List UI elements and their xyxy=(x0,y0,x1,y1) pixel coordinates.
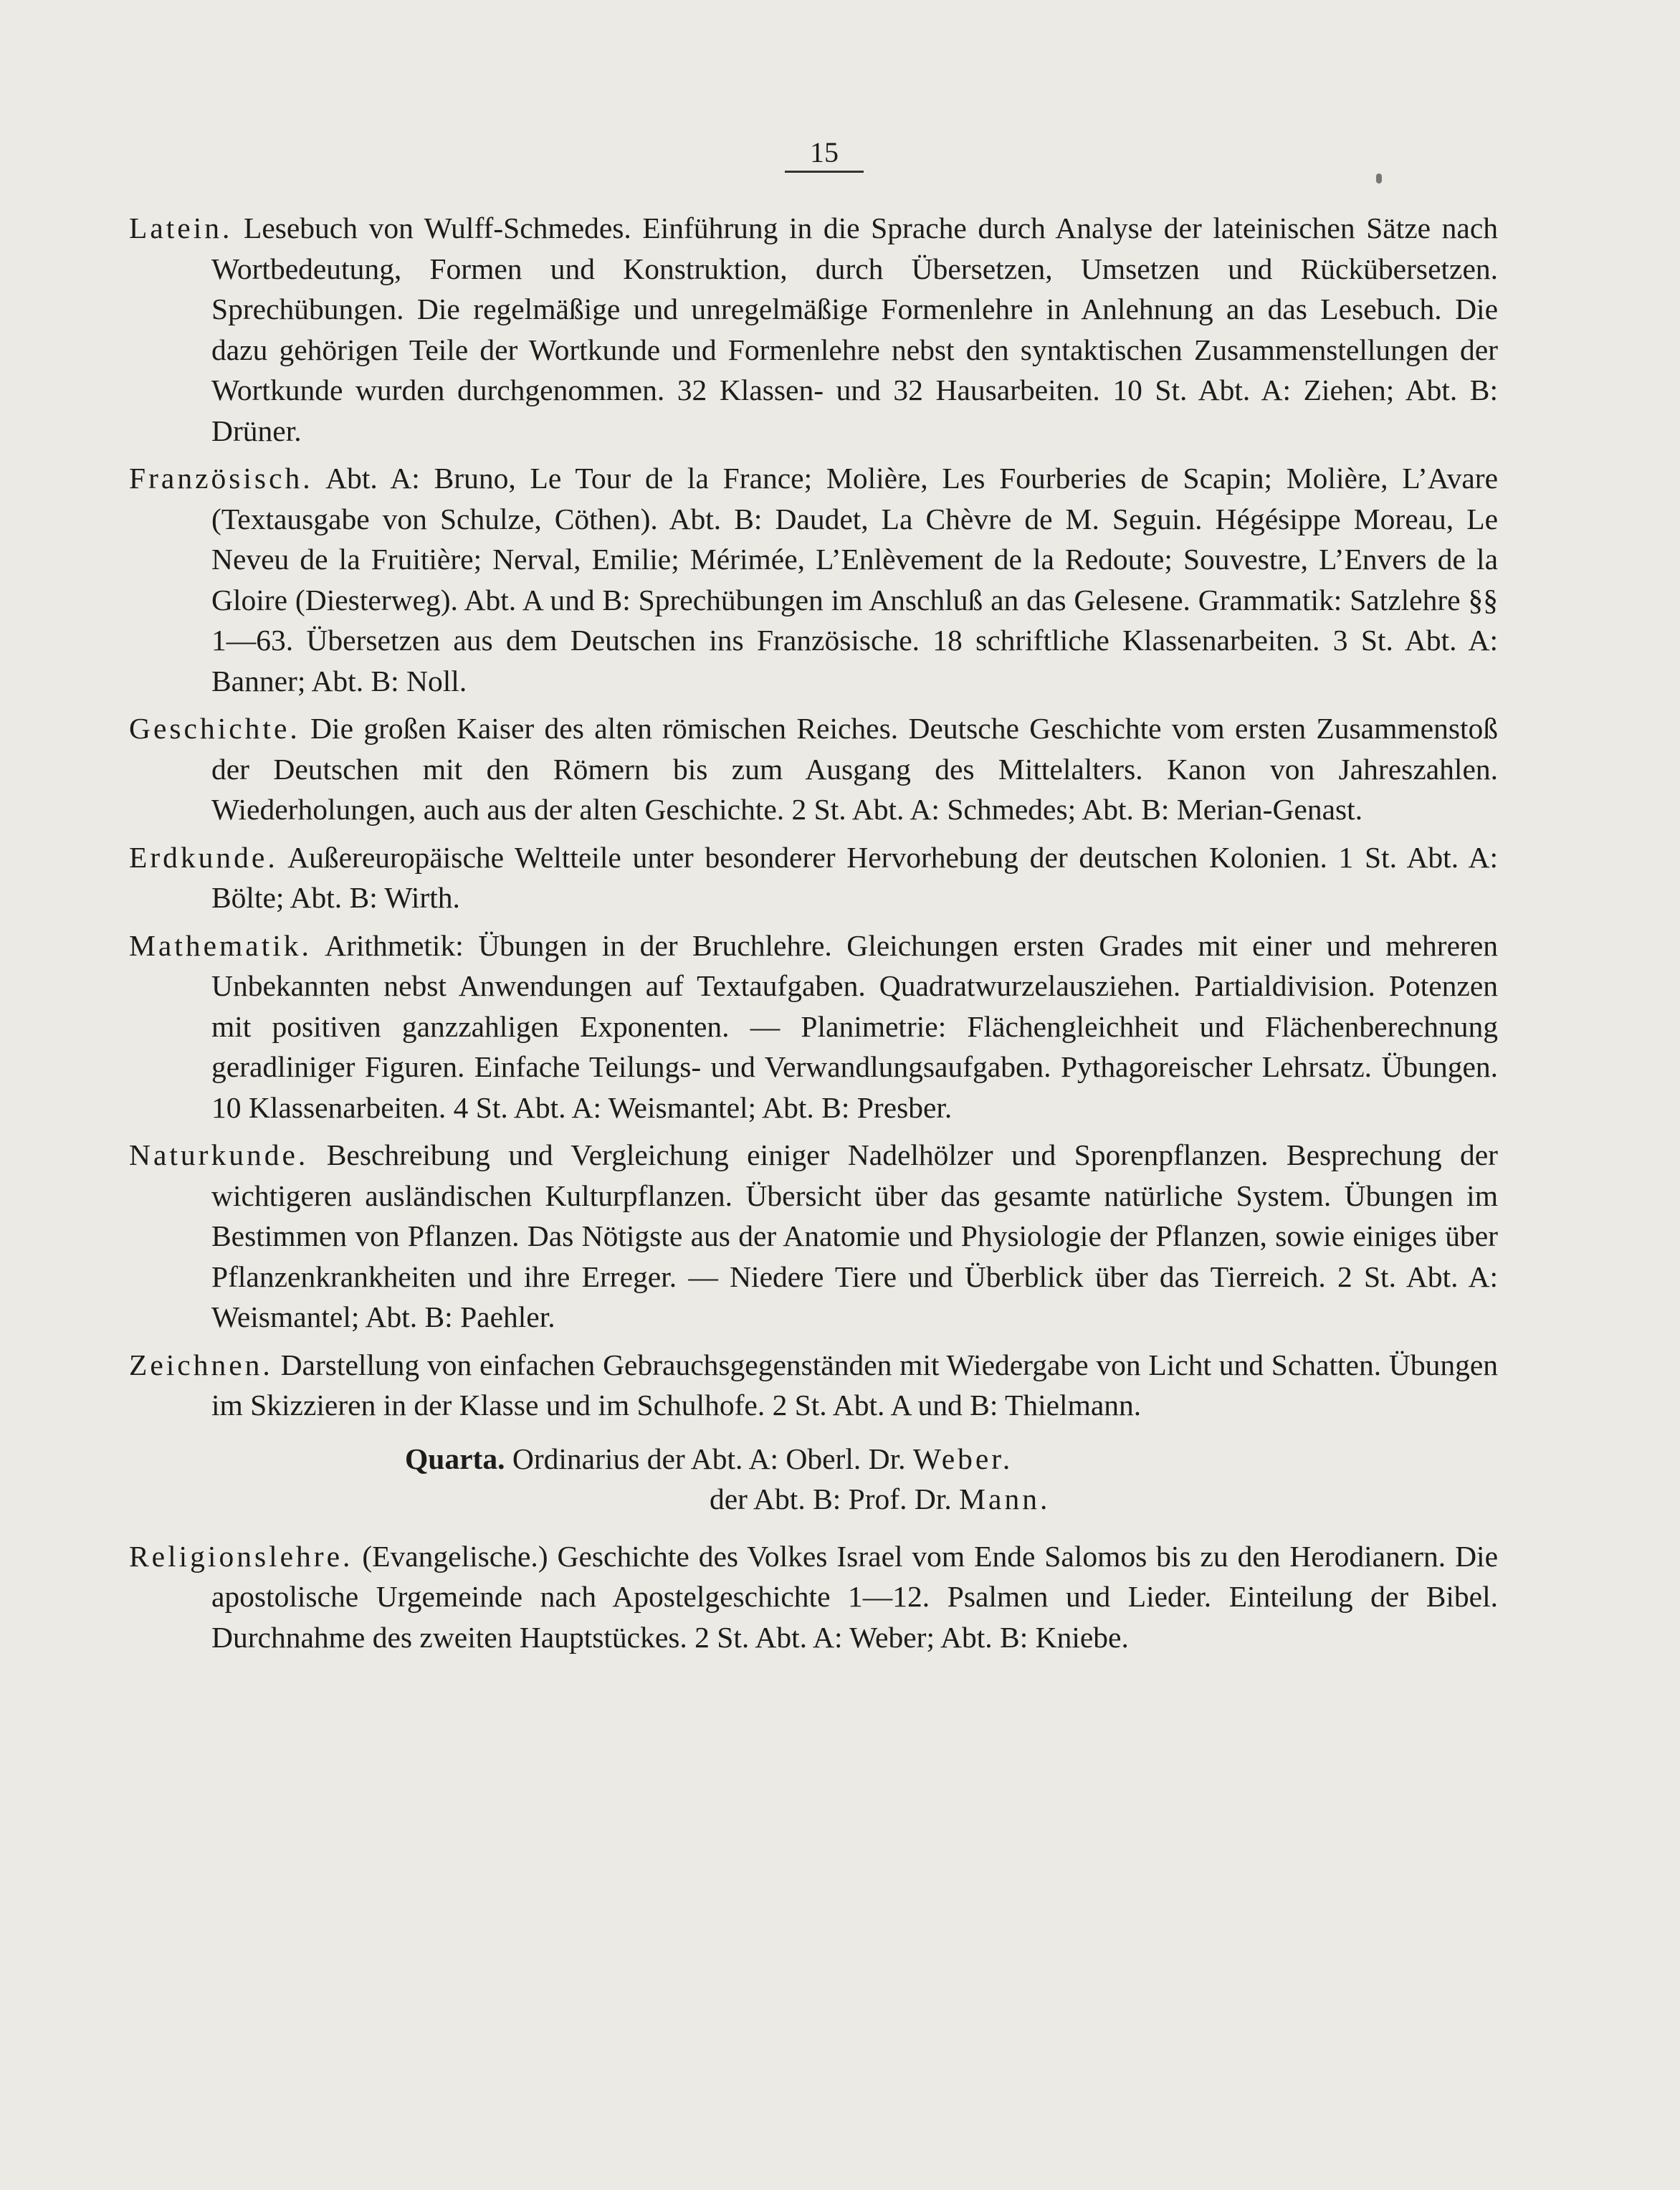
section-religionslehre xyxy=(129,1536,1498,1658)
quarta-line1-name: Weber. xyxy=(912,1442,1013,1475)
section-erdkunde xyxy=(129,837,1498,918)
section-text: Darstellung von einfachen Gebrauchsgegenständen mit Wiedergabe von Licht und Schatten. Übungen im Skizzieren in der Klasse und im Schulhofe. 2 St. Abt. A und B: Thielmann. xyxy=(211,1348,1499,1422)
section-text: Abt. A: Bruno, Le Tour de la France; Molière, Les Fourberies de Scapin; Molière, L’Avare (Textausgabe von Schulze, Cöthen). Abt. B: Daudet, La Chèvre de M. Seguin. Hégésippe Moreau, Le Neveu de la Fruitière; Nerval, Emilie; Mérimée, L’Enlèvement de la Redoute; Souvestre, L’Envers de la Gloire (Diesterweg). Abt. A und B: Sprechübungen im Anschluß an das Gelesene. Grammatik: Satzlehre §§ 1—63. Übersetzen aus dem Deutschen ins Französische. 18 schriftliche Klassenarbeiten. 3 St. Abt. A: Banner; Abt. B: Noll. xyxy=(211,462,1498,698)
page-body xyxy=(129,208,1498,1665)
subject-label: Erdkunde. xyxy=(129,840,278,874)
section-text: Arithmetik: Übungen in der Bruchlehre. Gleichungen ersten Grades mit einer und mehreren Unbekannten nebst Anwendungen auf Textaufgaben. Quadratwurzelausziehen. Partialdivision. Potenzen mit positiven ganzzahligen Exponenten. — Planimetrie: Flächengleichheit und Flächenberechnung geradliniger Figuren. Einfache Teilungs- und Verwandlungsaufgaben. Pythagoreischer Lehrsatz. Übungen. 10 Klassenarbeiten. 4 St. Abt. A: Weismantel; Abt. B: Presber. xyxy=(211,928,1498,1124)
section-text: Außereuropäische Weltteile unter besonderer Hervorhebung der deutschen Kolonien. 1 St. Abt. A: Bölte; Abt. B: Wirth. xyxy=(211,840,1498,914)
quarta-title: Quarta. xyxy=(405,1442,505,1475)
section-mathematik xyxy=(129,925,1498,1128)
section-franzoesisch xyxy=(129,458,1498,701)
quarta-heading-line1 xyxy=(405,1439,1013,1479)
subject-label: Naturkunde. xyxy=(129,1138,309,1171)
section-naturkunde xyxy=(129,1135,1498,1338)
quarta-line2-name: Mann. xyxy=(959,1482,1051,1515)
quarta-line2-prefix: der Abt. B: Prof. Dr. xyxy=(710,1482,952,1515)
quarta-line1-prefix: Ordinarius der Abt. A: Oberl. Dr. xyxy=(512,1442,906,1475)
section-text: Die großen Kaiser des alten römischen Reiches. Deutsche Geschichte vom ersten Zusammenstoß der Deutschen mit den Römern bis zum Ausgang des Mittelalters. Kanon von Jahreszahlen. Wiederholungen, auch aus der alten Geschichte. 2 St. Abt. A: Schmedes; Abt. B: Merian-Genast. xyxy=(211,712,1498,826)
ink-speck xyxy=(1376,173,1382,184)
quarta-heading-line2 xyxy=(710,1479,1050,1519)
subject-label: Französisch. xyxy=(129,462,313,495)
section-text: Beschreibung und Vergleichung einiger Nadelhölzer und Sporenpflanzen. Besprechung der wichtigeren ausländischen Kulturpflanzen. Übersicht über das gesamte natürliche System. Übungen im Bestimmen von Pflanzen. Das Nötigste aus der Anatomie und Physiologie der Pflanzen, sowie einiges über Pflanzenkrankheiten und ihre Erreger. — Niedere Tiere und Überblick über das Tierreich. 2 St. Abt. A: Weismantel; Abt. B: Paehler. xyxy=(211,1138,1498,1333)
subject-label: Geschichte. xyxy=(129,712,300,745)
section-text: (Evangelische.) Geschichte des Volkes Israel vom Ende Salomos bis zu den Herodianern. Die apostolische Urgemeinde nach Apostelgeschichte 1—12. Psalmen und Lieder. Einteilung der Bibel. Durchnahme des zweiten Hauptstückes. 2 St. Abt. A: Weber; Abt. B: Kniebe. xyxy=(211,1539,1499,1654)
section-text: Lesebuch von Wulff-Schmedes. Einführung in die Sprache durch Analyse der lateinischen Sätze nach Wortbedeutung, Formen und Konstruktion, durch Übersetzen, Umsetzen und Rückübersetzen. Sprechübungen. Die regelmäßige und unregelmäßige Formenlehre in Anlehnung an das Lesebuch. Die dazu gehörigen Teile der Wortkunde und Formenlehre nebst den syntaktischen Zusammenstellungen der Wortkunde wurden durchgenommen. 32 Klassen- und 32 Hausarbeiten. 10 St. Abt. A: Ziehen; Abt. B: Drüner. xyxy=(211,211,1498,447)
quarta-heading xyxy=(129,1439,1498,1523)
subject-label: Latein. xyxy=(129,211,233,244)
subject-label: Mathematik. xyxy=(129,928,312,962)
subject-label: Religionslehre. xyxy=(129,1539,353,1573)
subject-label: Zeichnen. xyxy=(129,1348,273,1381)
section-latein xyxy=(129,208,1498,451)
page-number: 15 xyxy=(785,136,864,173)
section-zeichnen xyxy=(129,1345,1498,1426)
section-geschichte xyxy=(129,708,1498,830)
